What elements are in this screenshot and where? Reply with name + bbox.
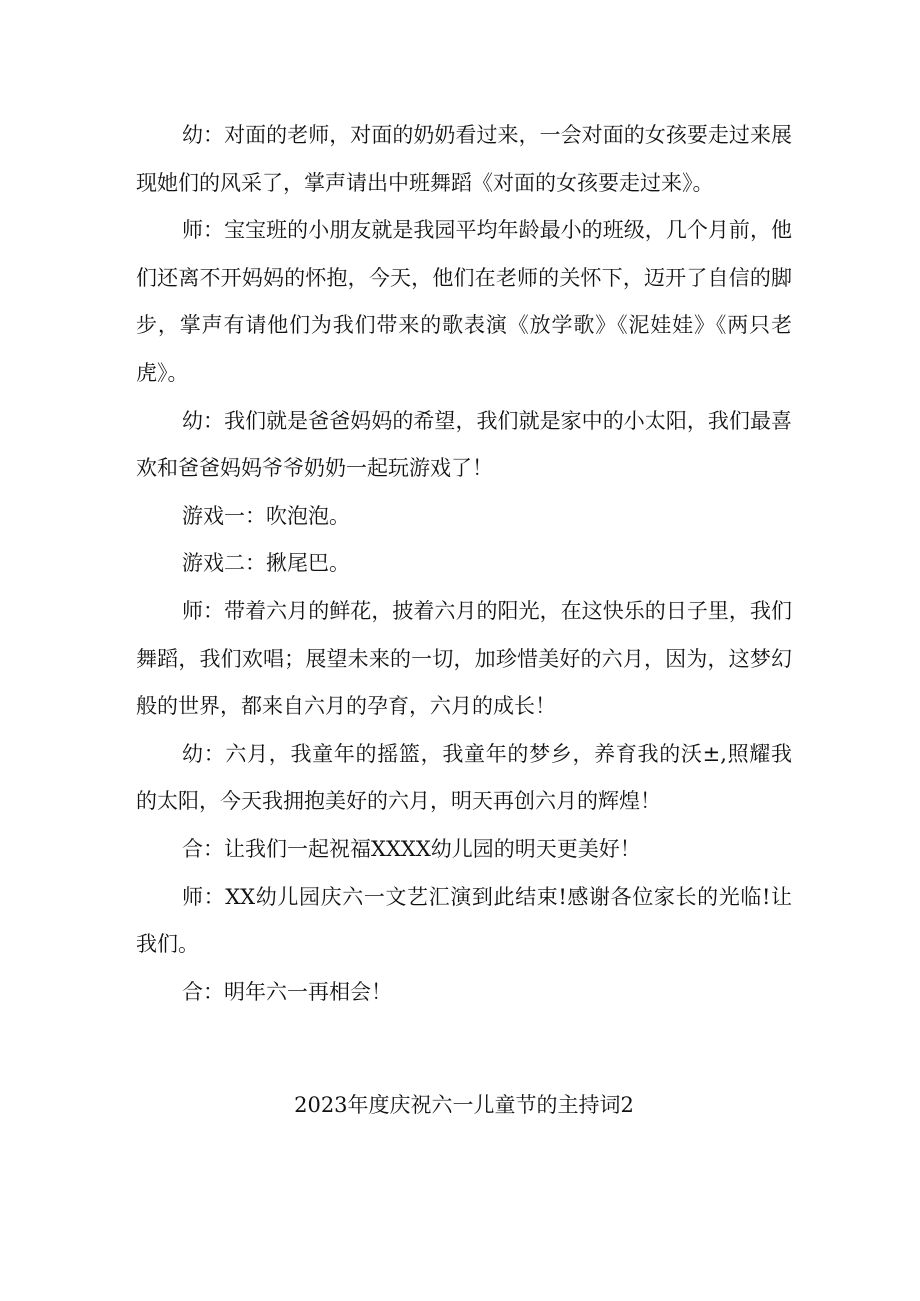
- paragraph: 师：宝宝班的小朋友就是我园平均年龄最小的班级，几个月前，他们还离不开妈妈的怀抱，今天，他们在老师的关怀下，迈开了自信的脚步，掌声有请他们为我们带来的歌表演《放学歌》《泥娃娃》《两只老虎》。: [136, 218, 792, 385]
- paragraph: 师：带着六月的鲜花，披着六月的阳光，在这快乐的日子里，我们舞蹈，我们欢唱；展望未来的一切，加珍惜美好的六月，因为，这梦幻般的世界，都来自六月的孕育，六月的成长！: [136, 598, 792, 719]
- paragraph: 幼：我们就是爸爸妈妈的希望，我们就是家中的小太阳，我们最喜欢和爸爸妈妈爷爷奶奶一起玩游戏了！: [136, 408, 792, 481]
- paragraph: 幼：六月，我童年的摇篮，我童年的梦乡，养育我的沃±,照耀我的太阳，今天我拥抱美好的六月，明天再创六月的辉煌！: [136, 741, 792, 814]
- paragraph: 合：让我们一起祝福XXXX幼儿园的明天更美好！: [182, 836, 641, 861]
- section-heading: 2023年度庆祝六一儿童节的主持词2: [294, 1093, 634, 1117]
- paragraph: 师：XX幼儿园庆六一文艺汇演到此结束!感谢各位家长的光临!让我们。: [136, 884, 792, 957]
- paragraph: 合：明年六一再相会！: [182, 979, 392, 1004]
- paragraph: 游戏一：吹泡泡。: [182, 503, 350, 528]
- document-body: [136, 112, 792, 1016]
- paragraph: 幼：对面的老师，对面的奶奶看过来，一会对面的女孩要走过来展现她们的风采了，掌声请出中班舞蹈《对面的女孩要走过来》。: [136, 123, 792, 195]
- paragraph: 游戏二：揪尾巴。: [182, 551, 350, 576]
